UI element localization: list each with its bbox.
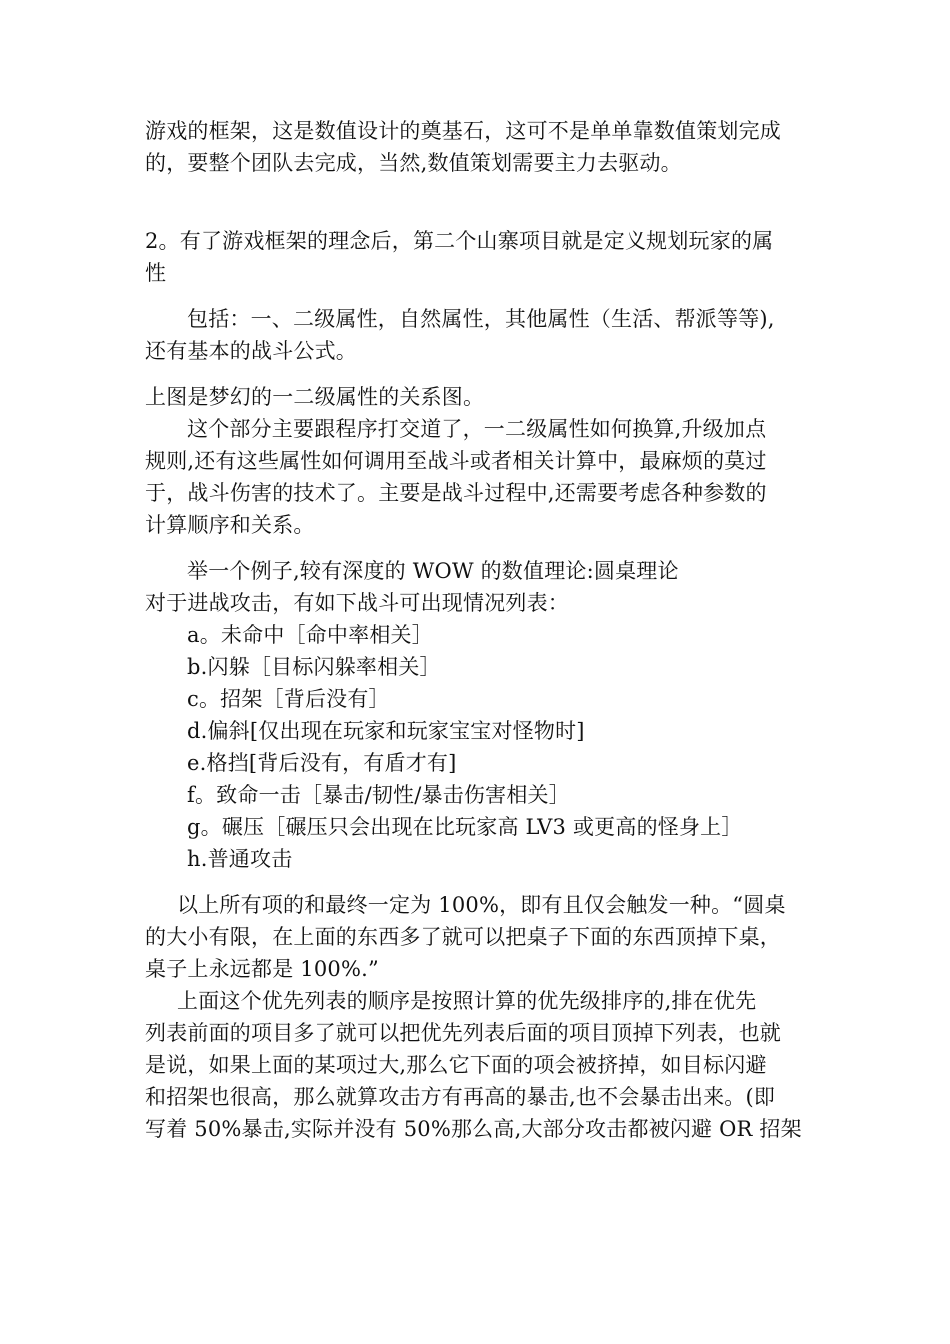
text-line: 于，战斗伤害的技术了。主要是战斗过程中,还需要考虑各种参数的 [145,481,767,505]
paragraph-figure-caption [145,381,810,413]
text-line: 这个部分主要跟程序打交道了，一二级属性如何换算,升级加点 [187,417,767,441]
outcome-list [145,619,810,875]
text-line: 举一个例子,较有深度的 WOW 的数值理论:圆桌理论 [187,559,679,583]
document-page [145,115,810,1145]
list-item: b.闪躲［目标闪躲率相关］ [187,655,441,679]
paragraph-player-attributes [145,225,810,289]
paragraph-round-table [145,889,810,985]
text-line: 桌子上永远都是 100%.” [145,957,379,981]
text-line: 上图是梦幻的一二级属性的关系图。 [145,385,485,409]
text-line: 性 [145,261,167,285]
text-line: 是说，如果上面的某项过大,那么它下面的项会被挤掉，如目标闪避 [145,1053,767,1077]
list-item: f。致命一击［暴击/韧性/暴击伤害相关］ [187,783,570,807]
paragraph-framework [145,115,810,179]
paragraph-example [145,555,810,619]
text-line: 包括：一、二级属性，自然属性，其他属性（生活、帮派等等), [187,307,775,331]
text-line: 对于进战攻击，有如下战斗可出现情况列表： [145,591,569,615]
list-item: d.偏斜[仅出现在玩家和玩家宝宝对怪物时] [187,719,585,743]
list-item: c。招架［背后没有］ [187,687,390,711]
paragraph-includes [145,303,810,367]
text-line: 写着 50%暴击,实际并没有 50%那么高,大部分攻击都被闪避 OR 招架 [145,1117,802,1141]
text-line: 的，要整个团队去完成，当然,数值策划需要主力去驱动。 [145,151,682,175]
list-item: h.普通攻击 [187,847,293,871]
text-line: 列表前面的项目多了就可以把优先列表后面的项目顶掉下列表，也就 [145,1021,781,1045]
paragraph-program [145,413,810,541]
list-item: e.格挡[背后没有，有盾才有] [187,751,457,775]
list-item: a。未命中［命中率相关］ [187,623,433,647]
text-line: 还有基本的战斗公式。 [145,339,357,363]
text-line: 以上所有项的和最终一定为 100%，即有且仅会触发一种。“圆桌 [177,893,786,917]
text-line: 上面这个优先列表的顺序是按照计算的优先级排序的,排在优先 [177,989,757,1013]
text-line: 和招架也很高，那么就算攻击方有再高的暴击,也不会暴击出来。(即 [145,1085,776,1109]
text-line: 计算顺序和关系。 [145,513,315,537]
text-line: 的大小有限，在上面的东西多了就可以把桌子下面的东西顶掉下桌， [145,925,781,949]
text-line: 规则,还有这些属性如何调用至战斗或者相关计算中，最麻烦的莫过 [145,449,767,473]
paragraph-priority-list [145,985,810,1145]
text-line: 2。有了游戏框架的理念后，第二个山寨项目就是定义规划玩家的属 [145,229,774,253]
text-line: 游戏的框架，这是数值设计的奠基石，这可不是单单靠数值策划完成 [145,119,781,143]
list-item: g。碾压［碾压只会出现在比玩家高 LV3 或更高的怪身上］ [187,815,743,839]
